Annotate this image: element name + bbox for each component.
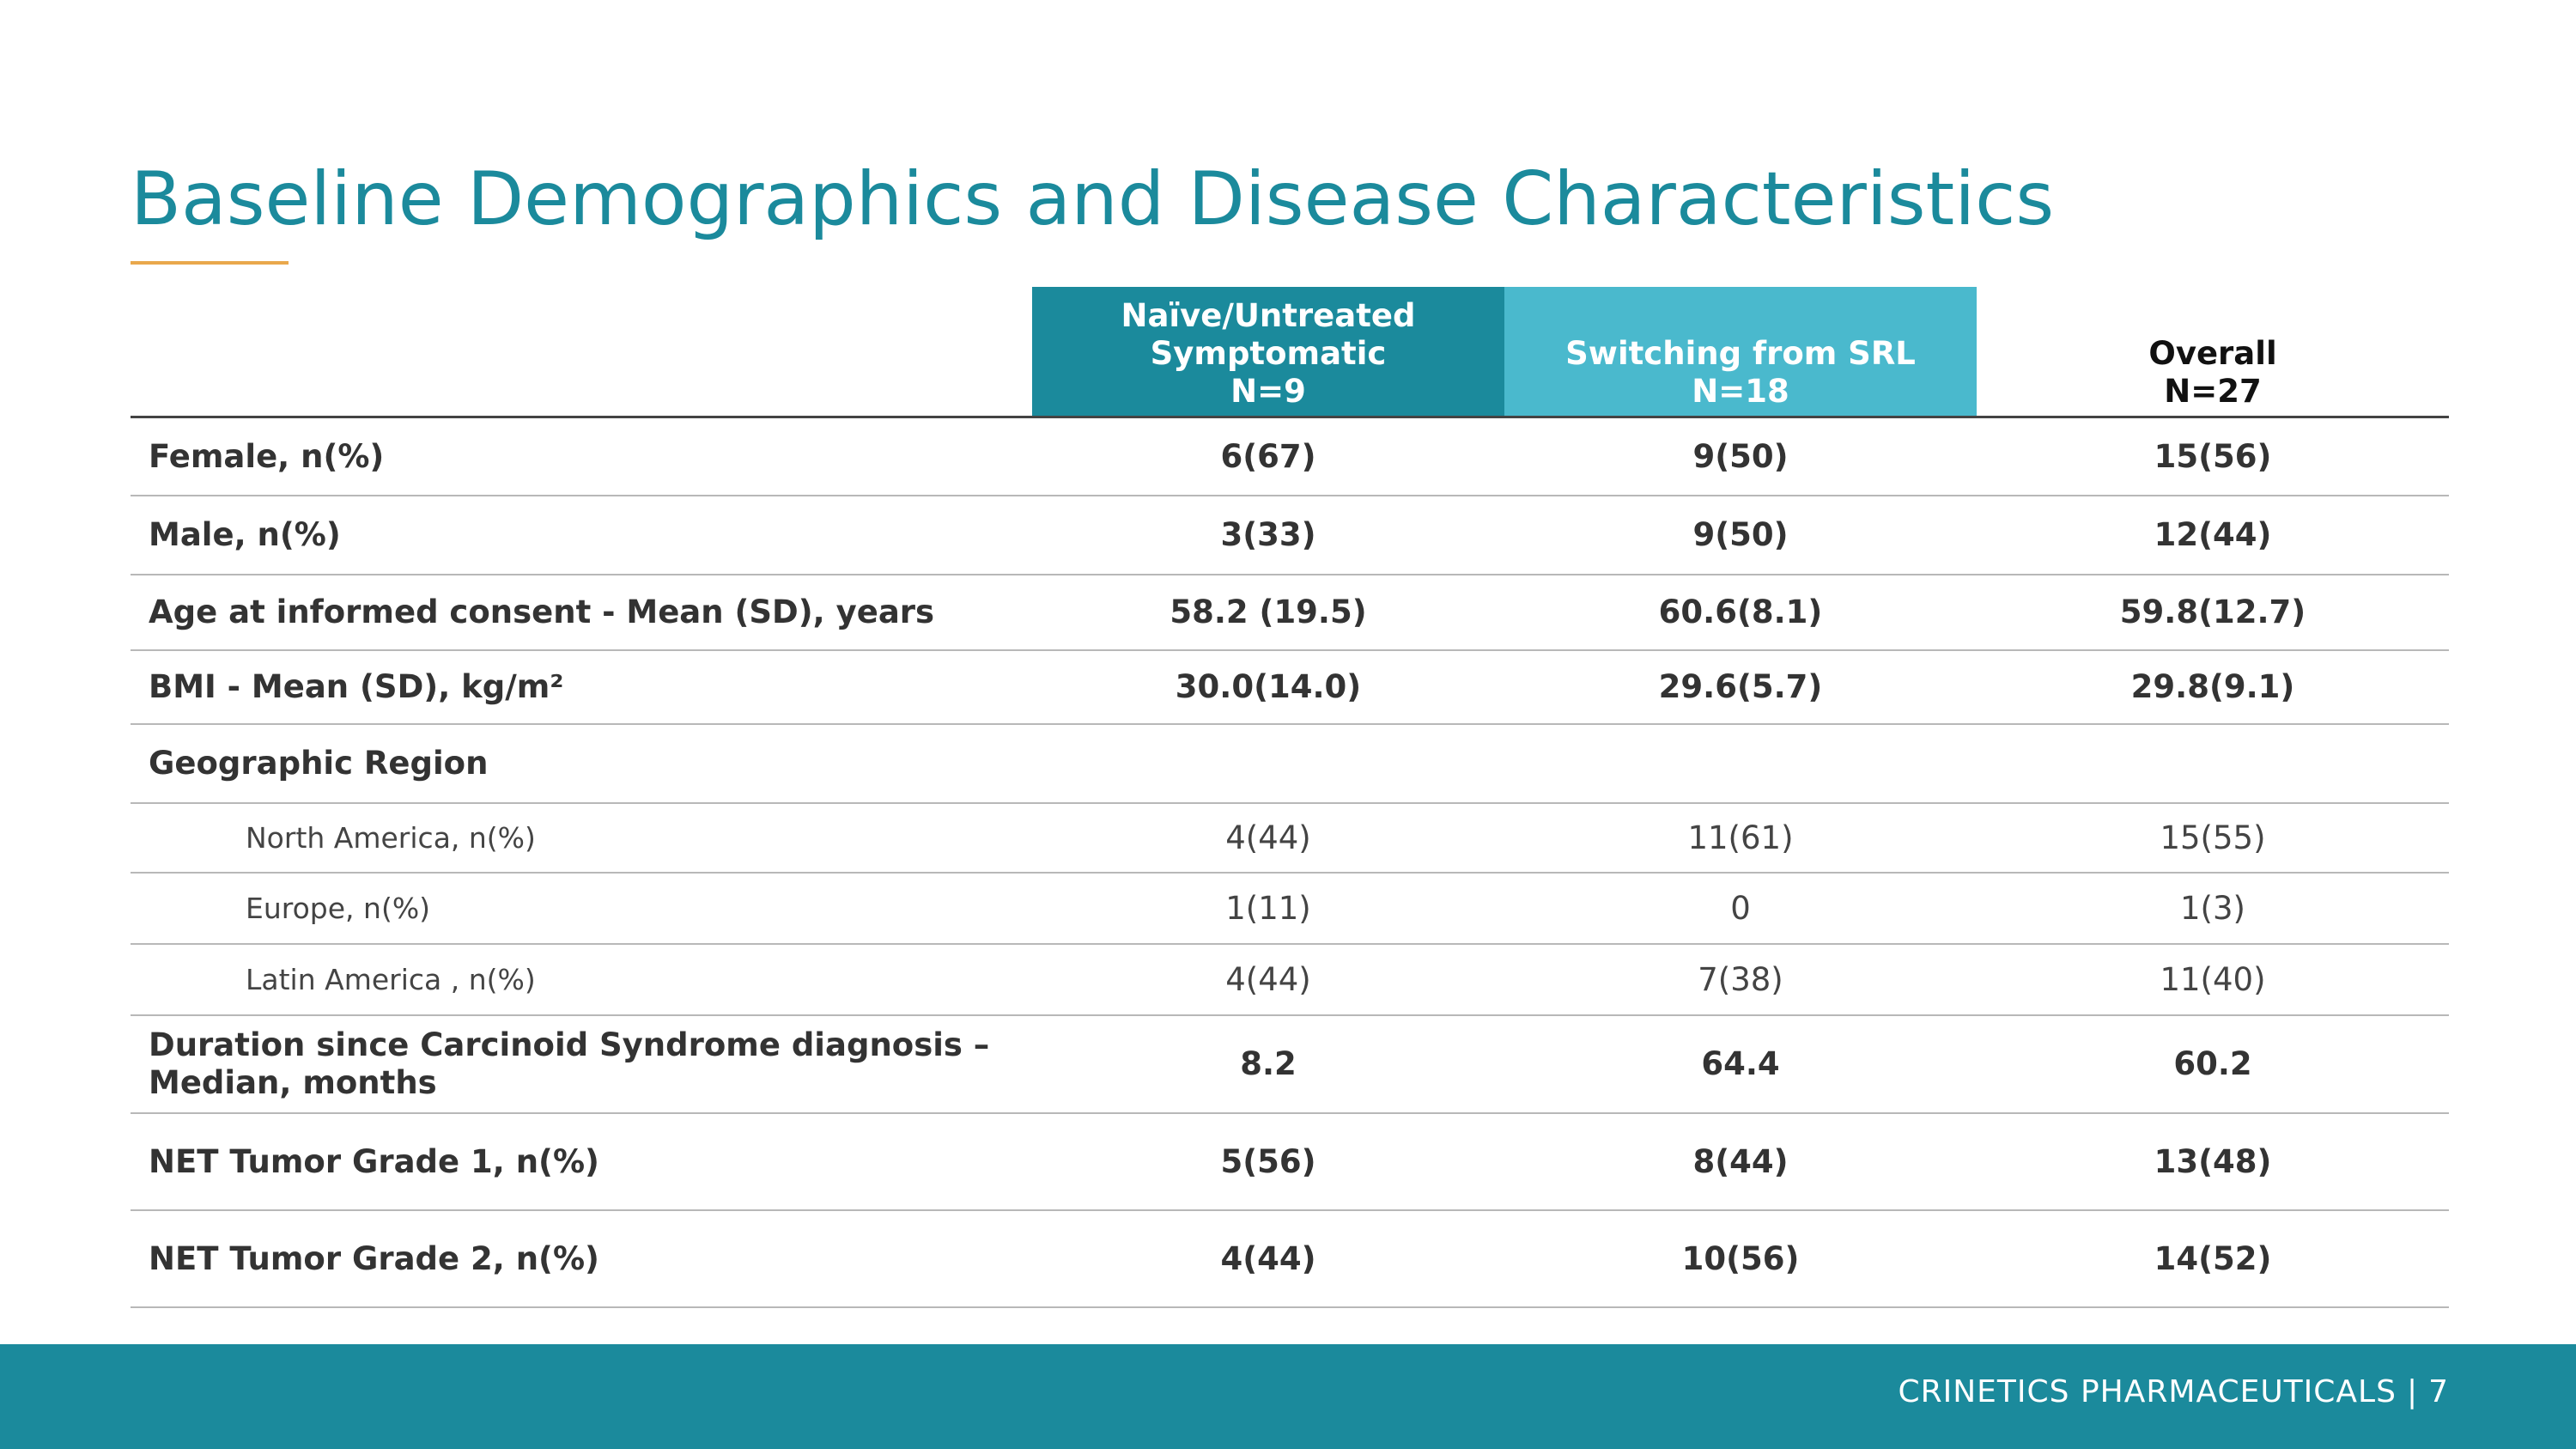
cell-overall: 11(40) [2160,960,2266,998]
cell-overall: 14(52) [2154,1239,2272,1277]
row-label: NET Tumor Grade 1, n(%) [149,1142,599,1180]
cell-naive: 1(11) [1225,889,1311,927]
cell-overall: 59.8(12.7) [2119,594,2306,630]
row-label: Europe, n(%) [246,891,431,925]
cell-switch: 9(50) [1692,437,1789,475]
row-label: BMI - Mean (SD), kg/m² [149,668,564,705]
column-header-switch [1504,287,1977,416]
cell-naive: 30.0(14.0) [1175,668,1362,705]
row-label: Age at informed consent - Mean (SD), years [149,594,935,630]
column-header-overall [1977,287,2449,416]
cell-naive: 5(56) [1220,1142,1316,1180]
cell-overall: 13(48) [2154,1142,2272,1180]
cell-naive: 4(44) [1225,819,1311,856]
cell-switch: 7(38) [1698,960,1783,998]
row-label: Male, n(%) [149,516,341,553]
cell-naive [1032,725,1504,802]
column-header-switch-line2: N=18 [1692,373,1789,410]
cell-switch: 60.6(8.1) [1658,594,1823,630]
cell-switch: 0 [1730,889,1751,927]
cell-overall [1977,725,2449,802]
cell-naive: 8.2 [1240,1045,1297,1082]
cell-switch: 29.6(5.7) [1658,668,1823,705]
table-row-north-america [131,804,2449,874]
footer-company: CRINETICS PHARMACEUTICALS [1898,1374,2397,1409]
cell-overall: 15(55) [2160,819,2266,856]
slide-title: Baseline Demographics and Disease Characteristics [131,156,2055,242]
footer-separator: | [2406,1374,2419,1409]
cell-overall: 29.8(9.1) [2130,668,2295,705]
table-row-female [131,418,2449,496]
row-label: Latin America , n(%) [246,962,536,996]
column-header-naive [1032,287,1504,416]
row-label: Female, n(%) [149,437,385,475]
table-row-latin-america [131,945,2449,1016]
cell-switch: 11(61) [1687,819,1794,856]
cell-switch: 10(56) [1681,1239,1800,1277]
column-header-overall-line2: N=27 [2164,373,2262,410]
table-row-duration [131,1016,2449,1114]
footer-text [1898,1374,2449,1409]
table-row-grade-1 [131,1114,2449,1211]
row-label: NET Tumor Grade 2, n(%) [149,1239,599,1277]
page-number: 7 [2428,1374,2449,1409]
column-header-naive-line2: Symptomatic [1150,335,1387,372]
cell-switch: 64.4 [1701,1045,1780,1082]
row-label: Duration since Carcinoid Syndrome diagnosis – Median, months [149,1026,990,1101]
cell-naive: 3(33) [1220,516,1316,553]
column-header-overall-line1: Overall [2148,335,2277,372]
title-underline [131,261,289,265]
table-row-europe [131,874,2449,945]
table-row-age [131,575,2449,651]
row-label: Geographic Region [149,745,489,782]
cell-switch [1504,725,1977,802]
row-label: North America, n(%) [246,820,536,855]
cell-naive: 4(44) [1225,960,1311,998]
column-header-naive-line1: Naïve/Untreated [1121,297,1416,334]
table-row-grade-2 [131,1211,2449,1308]
cell-overall: 1(3) [2180,889,2245,927]
column-header-switch-line1: Switching from SRL [1565,335,1916,372]
table-row-bmi [131,651,2449,725]
cell-overall: 12(44) [2154,516,2272,553]
column-header-naive-line3: N=9 [1230,373,1306,410]
cell-switch: 9(50) [1692,516,1789,553]
cell-overall: 60.2 [2173,1045,2252,1082]
cell-switch: 8(44) [1692,1142,1789,1180]
cell-overall: 15(56) [2154,437,2272,475]
cell-naive: 6(67) [1220,437,1316,475]
table-row-male [131,496,2449,575]
cell-naive: 4(44) [1220,1239,1316,1277]
table-row-geographic-region [131,725,2449,804]
cell-naive: 58.2 (19.5) [1170,594,1367,630]
